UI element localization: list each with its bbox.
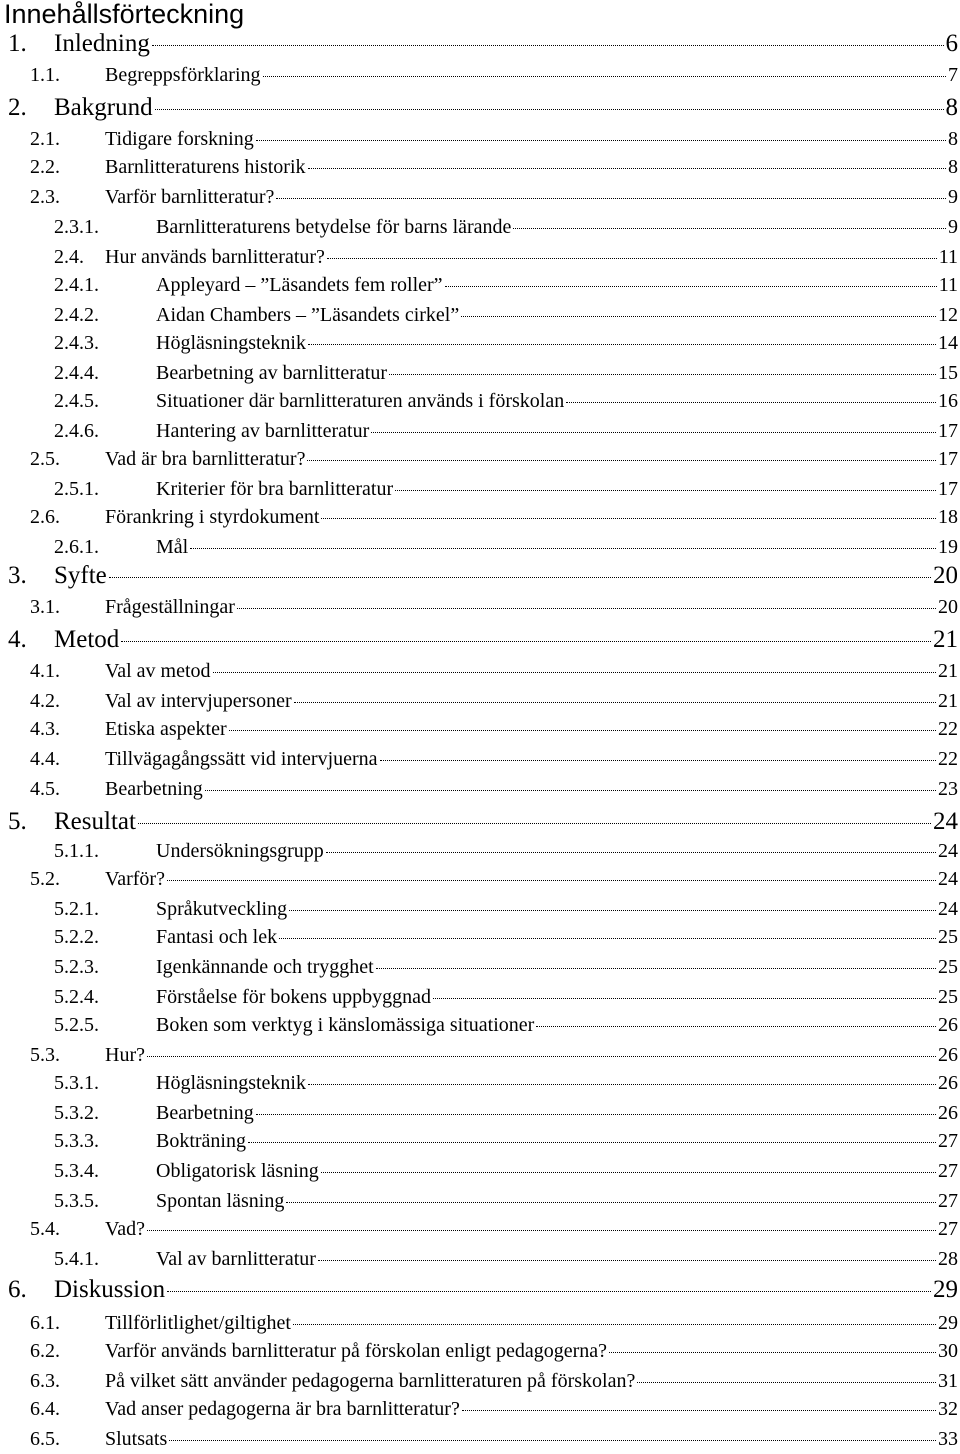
toc-entry-number: 6.4.	[30, 1398, 60, 1420]
toc-entry-number: 2.4.1.	[54, 274, 99, 296]
toc-dot-leader	[293, 1324, 936, 1325]
toc-entry-number: 6.3.	[30, 1370, 60, 1392]
toc-dot-leader	[445, 286, 937, 287]
toc-entry-number: 6.	[8, 1276, 27, 1303]
toc-heading: Innehållsförteckning	[4, 0, 245, 29]
toc-entry-number: 2.4.5.	[54, 390, 99, 412]
toc-dot-leader	[307, 460, 936, 461]
toc-entry-title: Bearbetning av barnlitteratur	[156, 362, 388, 384]
toc-entry-number: 2.5.1.	[54, 478, 99, 500]
toc-entry-number: 2.2.	[30, 156, 60, 178]
toc-dot-leader	[286, 1202, 936, 1203]
toc-entry-title: Appleyard – ”Läsandets fem roller”	[156, 274, 443, 296]
toc-entry-title: Vad?	[105, 1218, 145, 1240]
toc-entry-title: Bakgrund	[54, 94, 153, 121]
toc-entry-page: 21	[933, 626, 958, 653]
toc-dot-leader	[308, 168, 946, 169]
toc-dot-leader	[327, 258, 937, 259]
toc-entry[interactable]	[54, 1248, 958, 1274]
toc-entry-number: 2.4.6.	[54, 420, 99, 442]
toc-entry[interactable]	[30, 1340, 958, 1366]
toc-entry-title: Barnlitteraturens historik	[105, 156, 306, 178]
toc-entry[interactable]	[30, 596, 958, 622]
toc-entry-title: Vad är bra barnlitteratur?	[105, 448, 306, 470]
toc-entry-page: 18	[938, 506, 958, 528]
toc-entry-number: 5.3.4.	[54, 1160, 99, 1182]
toc-entry-title: Spontan läsning	[156, 1190, 285, 1212]
toc-dot-leader	[147, 1230, 936, 1231]
toc-dot-leader	[256, 1114, 936, 1115]
toc-entry[interactable]	[30, 128, 958, 154]
toc-entry-number: 5.2.3.	[54, 956, 99, 978]
toc-entry-number: 5.4.1.	[54, 1248, 99, 1270]
toc-entry-title: Etiska aspekter	[105, 718, 227, 740]
toc-dot-leader	[513, 228, 946, 229]
toc-entry-page: 8	[945, 94, 958, 121]
toc-entry-title: Undersökningsgrupp	[156, 840, 324, 862]
toc-dot-leader	[109, 577, 931, 578]
toc-entry-page: 25	[938, 926, 958, 948]
toc-entry-number: 3.1.	[30, 596, 60, 618]
toc-entry[interactable]	[54, 926, 958, 952]
toc-entry-page: 26	[938, 1044, 958, 1066]
toc-entry[interactable]	[54, 390, 958, 416]
toc-entry-page: 30	[938, 1340, 958, 1362]
toc-entry-page: 15	[938, 362, 958, 384]
toc-entry-number: 6.5.	[30, 1428, 60, 1450]
toc-dot-leader	[205, 790, 936, 791]
toc-entry[interactable]	[54, 1102, 958, 1128]
toc-entry-number: 2.6.1.	[54, 536, 99, 558]
toc-entry[interactable]	[54, 332, 958, 358]
toc-dot-leader	[326, 852, 936, 853]
toc-entry-number: 5.4.	[30, 1218, 60, 1240]
toc-entry-page: 22	[938, 748, 958, 770]
toc-entry[interactable]	[8, 94, 958, 124]
toc-entry[interactable]	[30, 868, 958, 894]
toc-entry-number: 5.2.	[30, 868, 60, 890]
toc-dot-leader	[321, 1172, 936, 1173]
toc-dot-leader	[376, 968, 936, 969]
toc-entry[interactable]	[30, 1428, 958, 1454]
toc-entry-page: 26	[938, 1072, 958, 1094]
toc-entry-number: 5.1.1.	[54, 840, 99, 862]
toc-entry-title: Tillvägagångssätt vid intervjuerna	[105, 748, 378, 770]
toc-entry[interactable]	[8, 562, 958, 592]
toc-entry[interactable]	[8, 30, 958, 60]
toc-entry-title: Bearbetning	[156, 1102, 254, 1124]
toc-entry-page: 26	[938, 1102, 958, 1124]
toc-entry-title: Fantasi och lek	[156, 926, 278, 948]
toc-dot-leader	[152, 45, 944, 46]
toc-entry-number: 5.3.1.	[54, 1072, 99, 1094]
toc-dot-leader	[566, 402, 936, 403]
toc-entry-number: 2.3.	[30, 186, 60, 208]
toc-dot-leader	[389, 374, 936, 375]
toc-entry[interactable]	[54, 1160, 958, 1186]
toc-entry-title: Obligatorisk läsning	[156, 1160, 319, 1182]
toc-entry[interactable]	[54, 536, 958, 562]
toc-entry[interactable]	[30, 748, 958, 774]
toc-dot-leader	[294, 702, 936, 703]
toc-entry-page: 14	[938, 332, 958, 354]
toc-dot-leader	[433, 998, 936, 999]
toc-entry-page: 12	[938, 304, 958, 326]
toc-entry-title: Val av barnlitteratur	[156, 1248, 316, 1270]
toc-dot-leader	[256, 140, 946, 141]
toc-entry-title: Hur används barnlitteratur?	[105, 246, 325, 268]
toc-entry[interactable]	[54, 956, 958, 982]
toc-entry[interactable]	[54, 898, 958, 924]
toc-dot-leader	[308, 344, 936, 345]
toc-entry[interactable]	[30, 690, 958, 716]
toc-entry-page: 20	[933, 562, 958, 589]
toc-entry-number: 5.2.4.	[54, 986, 99, 1008]
toc-entry-number: 1.	[8, 30, 27, 57]
toc-dot-leader	[237, 608, 936, 609]
toc-entry-title: Metod	[54, 626, 120, 653]
toc-entry-title: Val av intervjupersoner	[105, 690, 292, 712]
toc-entry-title: Förståelse för bokens uppbyggnad	[156, 986, 431, 1008]
toc-dot-leader	[169, 1440, 936, 1441]
toc-entry-number: 4.4.	[30, 748, 60, 770]
toc-entry-page: 17	[938, 478, 958, 500]
toc-dot-leader	[155, 109, 944, 110]
toc-entry-page: 25	[938, 956, 958, 978]
toc-entry[interactable]	[54, 1072, 958, 1098]
toc-entry-page: 22	[938, 718, 958, 740]
toc-entry-page: 27	[938, 1190, 958, 1212]
toc-entry-page: 27	[938, 1218, 958, 1240]
toc-entry-number: 2.4.2.	[54, 304, 99, 326]
toc-dot-leader	[637, 1382, 936, 1383]
toc-dot-leader	[229, 730, 936, 731]
toc-entry[interactable]	[54, 1014, 958, 1040]
toc-entry-title: Kriterier för bra barnlitteratur	[156, 478, 394, 500]
toc-entry-title: Tidigare forskning	[105, 128, 254, 150]
toc-dot-leader	[138, 823, 931, 824]
toc-entry-title: Bearbetning	[105, 778, 203, 800]
toc-entry-number: 5.2.1.	[54, 898, 99, 920]
toc-dot-leader	[248, 1142, 936, 1143]
toc-entry-number: 2.3.1.	[54, 216, 99, 238]
toc-entry-title: Inledning	[54, 30, 150, 57]
toc-entry-number: 1.1.	[30, 64, 60, 86]
toc-entry-page: 11	[938, 274, 958, 296]
toc-entry-number: 4.3.	[30, 718, 60, 740]
toc-entry-title: Situationer där barnlitteraturen används i förskolan	[156, 390, 565, 412]
toc-entry-number: 5.3.5.	[54, 1190, 99, 1212]
toc-entry-page: 9	[948, 216, 958, 238]
toc-entry-number: 2.4.3.	[54, 332, 99, 354]
toc-dot-leader	[147, 1056, 936, 1057]
toc-dot-leader	[167, 1291, 931, 1292]
toc-entry-number: 4.1.	[30, 660, 60, 682]
toc-entry-number: 6.1.	[30, 1312, 60, 1334]
toc-entry-number: 2.4.	[54, 246, 84, 268]
toc-entry[interactable]	[54, 246, 958, 272]
toc-entry-title: Vad anser pedagogerna är bra barnlitteratur?	[105, 1398, 460, 1420]
toc-entry[interactable]	[30, 718, 958, 744]
toc-entry-title: Resultat	[54, 808, 136, 835]
toc-entry-page: 7	[948, 64, 958, 86]
toc-dot-leader	[276, 198, 946, 199]
toc-entry[interactable]	[30, 660, 958, 686]
toc-entry-title: Språkutveckling	[156, 898, 288, 920]
toc-entry[interactable]	[54, 274, 958, 300]
toc-entry-title: Igenkännande och trygghet	[156, 956, 374, 978]
toc-dot-leader	[263, 76, 946, 77]
toc-dot-leader	[167, 880, 936, 881]
toc-entry[interactable]	[30, 156, 958, 182]
toc-entry-title: Varför?	[105, 868, 165, 890]
toc-entry[interactable]	[30, 448, 958, 474]
toc-dot-leader	[289, 910, 936, 911]
toc-entry-page: 31	[938, 1370, 958, 1392]
toc-entry-page: 26	[938, 1014, 958, 1036]
toc-dot-leader	[308, 1084, 936, 1085]
toc-entry[interactable]	[30, 778, 958, 804]
toc-entry-number: 5.3.3.	[54, 1130, 99, 1152]
toc-entry[interactable]	[30, 186, 958, 212]
toc-entry-title: Aidan Chambers – ”Läsandets cirkel”	[156, 304, 460, 326]
toc-entry-page: 6	[945, 30, 958, 57]
toc-entry[interactable]	[54, 420, 958, 446]
toc-entry-page: 24	[933, 808, 958, 835]
toc-entry-title: Högläsningsteknik	[156, 1072, 306, 1094]
toc-entry[interactable]	[8, 1276, 958, 1306]
toc-entry-page: 33	[938, 1428, 958, 1450]
toc-entry[interactable]	[30, 1044, 958, 1070]
toc-entry-title: På vilket sätt använder pedagogerna barnlitteraturen på förskolan?	[105, 1370, 636, 1392]
toc-dot-leader	[609, 1352, 936, 1353]
toc-entry-number: 2.1.	[30, 128, 60, 150]
toc-entry-title: Frågeställningar	[105, 596, 235, 618]
toc-dot-leader	[121, 641, 931, 642]
toc-entry[interactable]	[30, 1218, 958, 1244]
toc-entry-page: 24	[938, 840, 958, 862]
toc-entry-title: Diskussion	[54, 1276, 166, 1303]
toc-entry-number: 4.	[8, 626, 27, 653]
toc-entry-number: 4.5.	[30, 778, 60, 800]
toc-entry-page: 27	[938, 1130, 958, 1152]
toc-entry-page: 25	[938, 986, 958, 1008]
toc-entry-page: 16	[938, 390, 958, 412]
toc-entry-title: Syfte	[54, 562, 107, 589]
toc-entry[interactable]	[30, 64, 958, 90]
toc-entry[interactable]	[30, 1398, 958, 1424]
toc-entry-page: 17	[938, 448, 958, 470]
toc-entry-number: 5.3.	[30, 1044, 60, 1066]
toc-entry-page: 32	[938, 1398, 958, 1420]
toc-dot-leader	[279, 938, 936, 939]
toc-entry-number: 5.	[8, 808, 27, 835]
toc-entry-number: 6.2.	[30, 1340, 60, 1362]
toc-entry-number: 2.	[8, 94, 27, 121]
toc-entry-title: Barnlitteraturens betydelse för barns lärande	[156, 216, 512, 238]
toc-entry[interactable]	[30, 506, 958, 532]
toc-entry-page: 20	[938, 596, 958, 618]
toc-entry-number: 2.5.	[30, 448, 60, 470]
toc-entry-number: 2.6.	[30, 506, 60, 528]
toc-entry[interactable]	[54, 304, 958, 330]
toc-entry-title: Begreppsförklaring	[105, 64, 261, 86]
toc-entry[interactable]	[54, 840, 958, 866]
toc-entry[interactable]	[54, 986, 958, 1012]
toc-dot-leader	[461, 316, 936, 317]
toc-entry-page: 21	[938, 660, 958, 682]
toc-entry-title: Varför barnlitteratur?	[105, 186, 275, 208]
toc-entry-number: 2.4.4.	[54, 362, 99, 384]
toc-entry-number: 5.3.2.	[54, 1102, 99, 1124]
toc-entry[interactable]	[54, 1190, 958, 1216]
toc-entry-title: Tillförlitlighet/giltighet	[105, 1312, 291, 1334]
toc-entry[interactable]	[30, 1312, 958, 1338]
toc-entry-page: 24	[938, 898, 958, 920]
toc-entry-page: 21	[938, 690, 958, 712]
toc-entry-number: 4.2.	[30, 690, 60, 712]
toc-entry-page: 8	[948, 128, 958, 150]
toc-entry[interactable]	[54, 1130, 958, 1156]
toc-entry-number: 3.	[8, 562, 27, 589]
toc-entry-page: 27	[938, 1160, 958, 1182]
toc-entry-title: Varför används barnlitteratur på förskolan enligt pedagogerna?	[105, 1340, 608, 1362]
toc-entry-title: Högläsningsteknik	[156, 332, 306, 354]
toc-dot-leader	[321, 518, 936, 519]
toc-entry-title: Boken som verktyg i känslomässiga situationer	[156, 1014, 535, 1036]
toc-entry-page: 28	[938, 1248, 958, 1270]
toc-dot-leader	[371, 432, 936, 433]
toc-entry-page: 29	[933, 1276, 958, 1303]
toc-entry-page: 9	[948, 186, 958, 208]
toc-entry-number: 5.2.2.	[54, 926, 99, 948]
toc-dot-leader	[380, 760, 936, 761]
toc-dot-leader	[318, 1260, 936, 1261]
toc-dot-leader	[213, 672, 936, 673]
toc-dot-leader	[462, 1410, 936, 1411]
toc-entry-title: Hantering av barnlitteratur	[156, 420, 370, 442]
toc-entry-page: 19	[938, 536, 958, 558]
toc-entry-title: Förankring i styrdokument	[105, 506, 320, 528]
toc-entry-page: 11	[938, 246, 958, 268]
toc-entry[interactable]	[30, 1370, 958, 1396]
toc-entry-page: 8	[948, 156, 958, 178]
toc-entry-page: 23	[938, 778, 958, 800]
toc-entry-title: Hur?	[105, 1044, 145, 1066]
toc-entry-title: Mål	[156, 536, 189, 558]
toc-dot-leader	[190, 548, 936, 549]
toc-entry-title: Val av metod	[105, 660, 211, 682]
toc-dot-leader	[395, 490, 936, 491]
toc-entry-title: Slutsats	[105, 1428, 168, 1450]
toc-entry-page: 17	[938, 420, 958, 442]
toc-entry-number: 5.2.5.	[54, 1014, 99, 1036]
toc-entry-title: Bokträning	[156, 1130, 246, 1152]
toc-entry[interactable]	[54, 478, 958, 504]
toc-entry[interactable]	[8, 626, 958, 656]
toc-entry-page: 29	[938, 1312, 958, 1334]
toc-entry-page: 24	[938, 868, 958, 890]
toc-entry[interactable]	[54, 362, 958, 388]
toc-entry[interactable]	[54, 216, 958, 242]
toc-dot-leader	[536, 1026, 936, 1027]
toc-entry[interactable]	[8, 808, 958, 838]
